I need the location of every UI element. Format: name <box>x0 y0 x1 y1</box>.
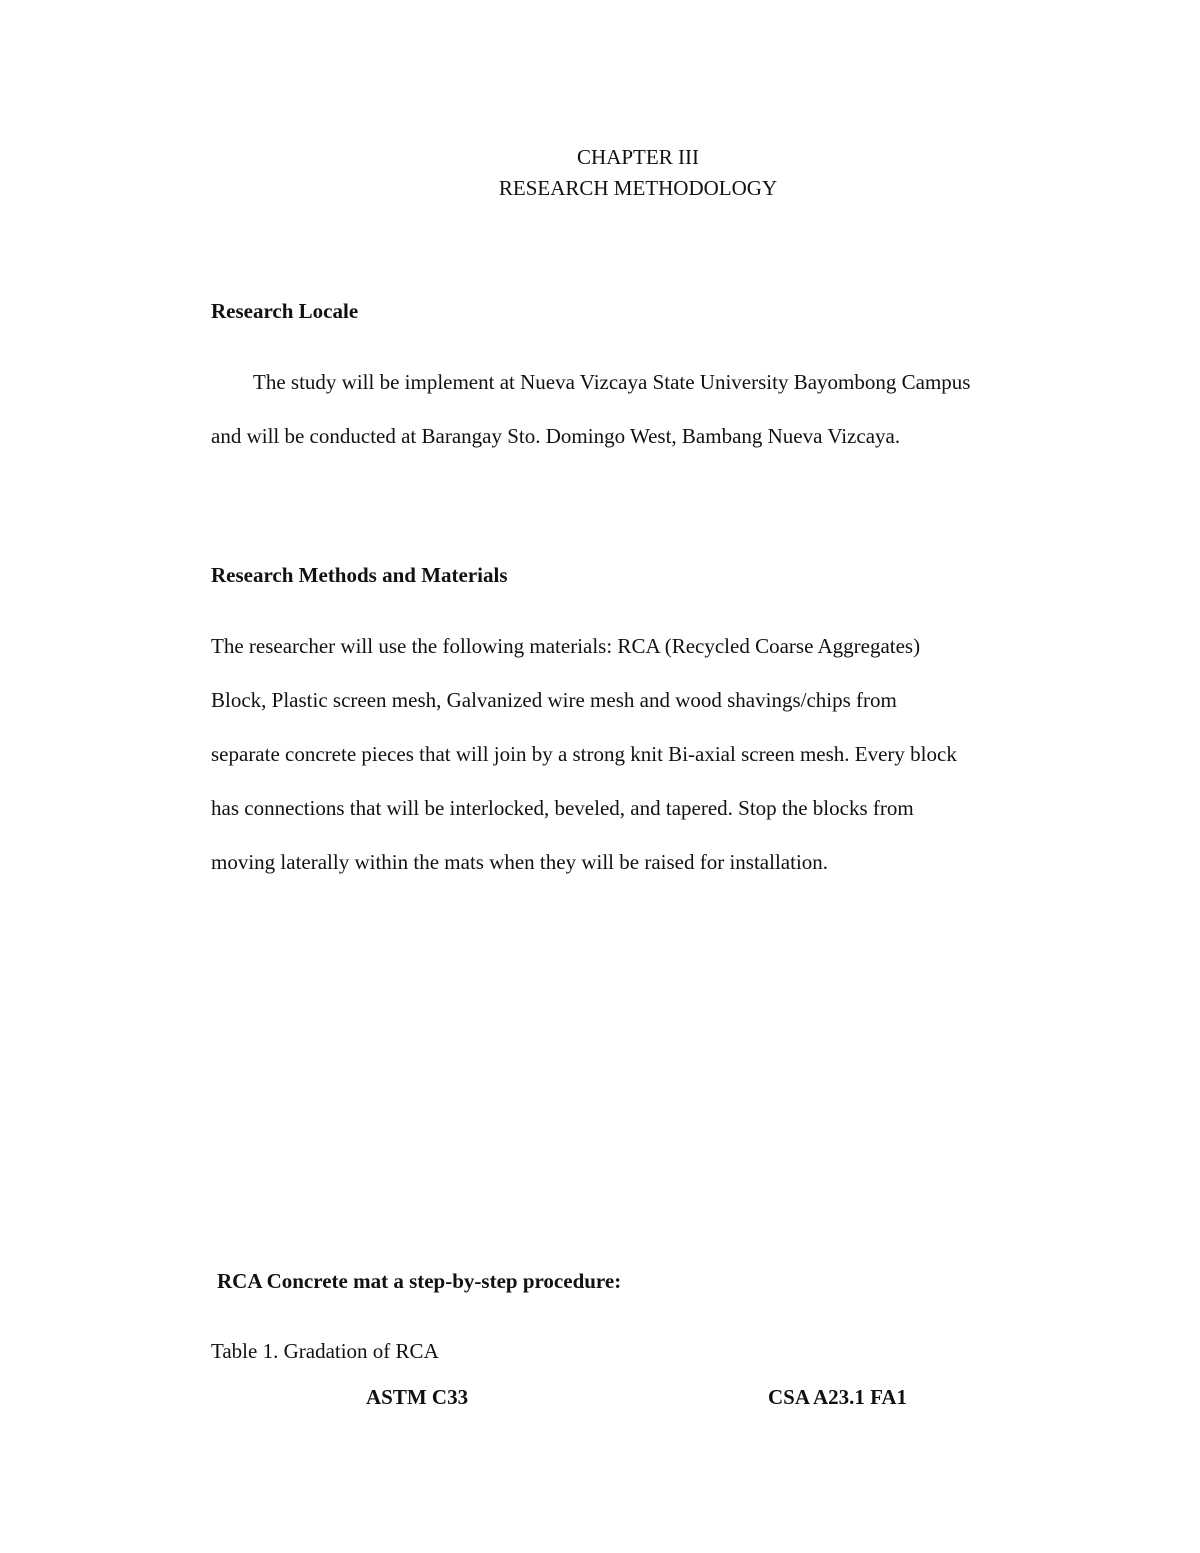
table-header-csa: CSA A23.1 FA1 <box>768 1385 908 1409</box>
methods-paragraph-line: Block, Plastic screen mesh, Galvanized wire mesh and wood shavings/chips from <box>211 688 897 712</box>
methods-paragraph-line: The researcher will use the following materials: RCA (Recycled Coarse Aggregates) <box>211 634 921 658</box>
procedure-heading: RCA Concrete mat a step-by-step procedure: <box>217 1269 622 1293</box>
research-methods-heading: Research Methods and Materials <box>211 563 508 587</box>
locale-paragraph-line: The study will be implement at Nueva Vizcaya State University Bayombong Campus <box>253 370 971 394</box>
chapter-title: RESEARCH METHODOLOGY <box>498 176 778 200</box>
methods-paragraph-line: separate concrete pieces that will join by a strong knit Bi-axial screen mesh. Every block <box>211 742 957 766</box>
research-locale-heading: Research Locale <box>211 299 359 323</box>
table-caption: Table 1. Gradation of RCA <box>211 1339 439 1363</box>
chapter-number: CHAPTER III <box>577 145 699 169</box>
locale-paragraph-line: and will be conducted at Barangay Sto. Domingo West, Bambang Nueva Vizcaya. <box>211 424 901 448</box>
methods-paragraph-line: has connections that will be interlocked, beveled, and tapered. Stop the blocks from <box>211 796 914 820</box>
methods-paragraph-line: moving laterally within the mats when they will be raised for installation. <box>211 850 829 874</box>
table-header-astm: ASTM C33 <box>366 1385 469 1409</box>
